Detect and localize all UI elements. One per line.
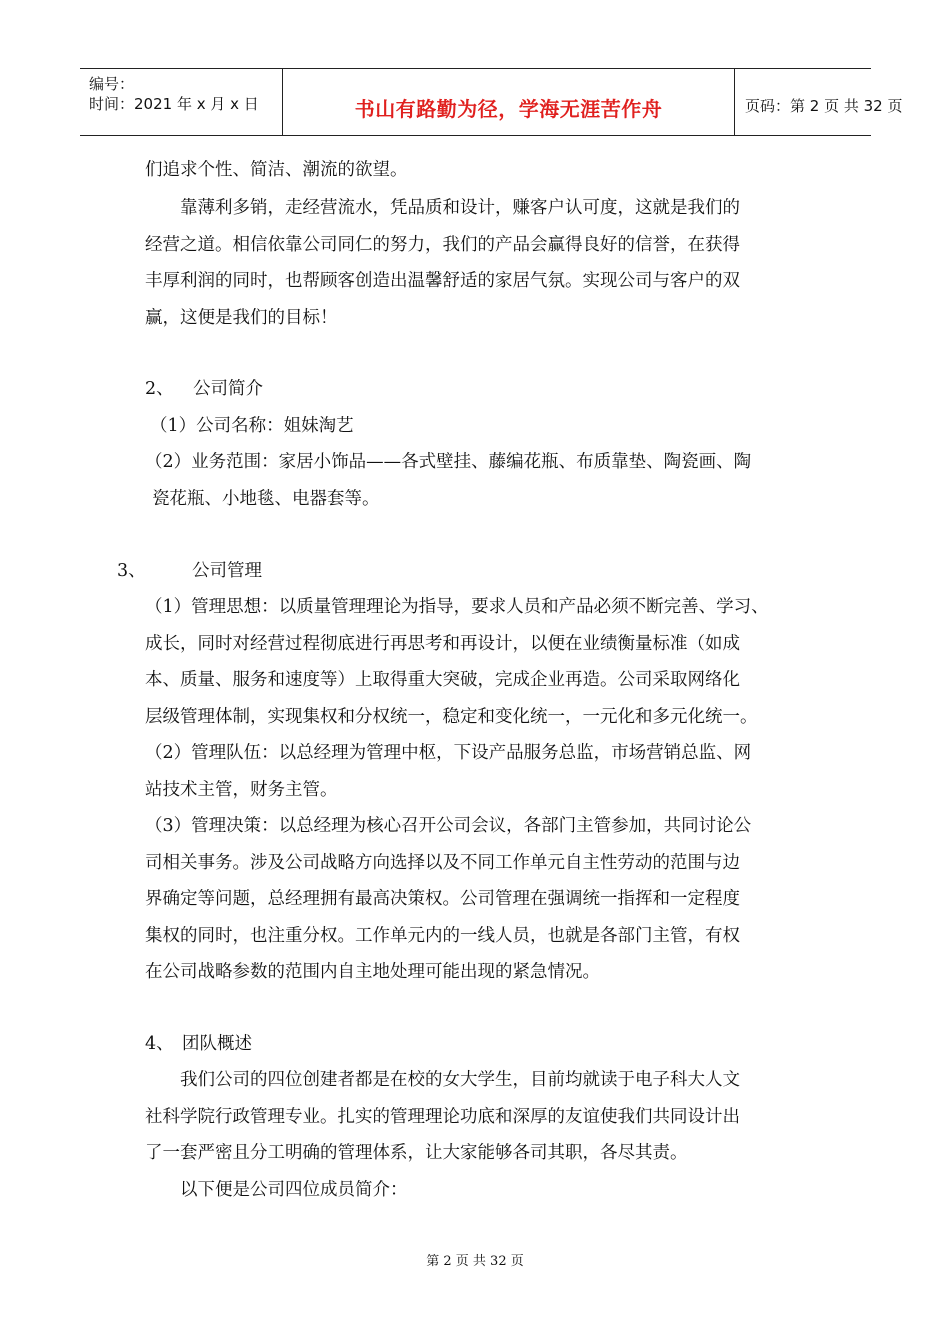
header-motto-cell [282,69,735,135]
section-number: 2、 [145,379,174,399]
paragraph-line: 丰厚利润的同时，也帮顾客创造出温馨舒适的家居气氛。实现公司与客户的双 [145,271,740,291]
list-item: （2）管理队伍：以总经理为管理中枢，下设产品服务总监，市场营销总监、网 [145,743,752,763]
list-item-continuation: 在公司战略参数的范围内自主地处理可能出现的紧急情况。 [145,962,600,982]
list-item-continuation: 站技术主管，财务主管。 [145,780,338,800]
section-heading: 公司管理 [192,561,262,581]
header-page-cell [735,69,903,135]
list-item-continuation: 瓷花瓶、小地毯、电器套等。 [152,489,380,509]
header-meta-cell [80,69,282,135]
paragraph-line: 我们公司的四位创建者都是在校的女大学生，目前均就读于电子科大人文 [180,1070,740,1090]
paragraph-line: 以下便是公司四位成员简介： [180,1180,408,1200]
document-number-label: 编号： [89,75,135,93]
list-item: （1）公司名称：姐妹淘艺 [150,416,354,436]
list-item: （2）业务范围：家居小饰品——各式壁挂、藤编花瓶、布质靠垫、陶瓷画、陶 [145,452,752,472]
page-footer: 第 2 页 共 32 页 [426,1254,524,1269]
header-page-info: 页码：第 2 页 共 32 页 [745,97,903,115]
list-item-continuation: 界确定等问题，总经理拥有最高决策权。公司管理在强调统一指挥和一定程度 [145,889,740,909]
paragraph-line: 靠薄利多销，走经营流水，凭品质和设计，赚客户认可度，这就是我们的 [180,198,740,218]
paragraph-line: 社科学院行政管理专业。扎实的管理理论功底和深厚的友谊使我们共同设计出 [145,1107,740,1127]
paragraph-line: 经营之道。相信依靠公司同仁的努力，我们的产品会赢得良好的信誉，在获得 [145,235,740,255]
section-heading: 公司简介 [193,379,263,399]
section-number: 3、 [117,561,146,581]
list-item-continuation: 本、质量、服务和速度等）上取得重大突破，完成企业再造。公司采取网络化 [145,670,740,690]
list-item: （3）管理决策：以总经理为核心召开公司会议，各部门主管参加，共同讨论公 [145,816,752,836]
list-item: （1）管理思想：以质量管理理论为指导，要求人员和产品必须不断完善、学习、 [145,597,769,617]
section-number: 4、 [145,1034,174,1054]
paragraph-line: 了一套严密且分工明确的管理体系，让大家能够各司其职，各尽其责。 [145,1143,688,1163]
list-item-continuation: 集权的同时，也注重分权。工作单元内的一线人员，也就是各部门主管，有权 [145,926,740,946]
list-item-continuation: 司相关事务。涉及公司战略方向选择以及不同工作单元自主性劳动的范围与边 [145,853,740,873]
document-time-label: 时间：2021 年 x 月 x 日 [89,95,259,113]
document-header [80,68,903,136]
header-motto: 书山有路勤为径，学海无涯苦作舟 [354,97,663,121]
list-item-continuation: 成长，同时对经营过程彻底进行再思考和再设计，以便在业绩衡量标准（如成 [145,634,740,654]
list-item-continuation: 层级管理体制，实现集权和分权统一，稳定和变化统一，一元化和多元化统一。 [145,707,758,727]
paragraph-line: 们追求个性、简洁、潮流的欲望。 [145,160,408,180]
section-heading: 团队概述 [182,1034,252,1054]
paragraph-line: 赢，这便是我们的目标！ [145,308,338,328]
